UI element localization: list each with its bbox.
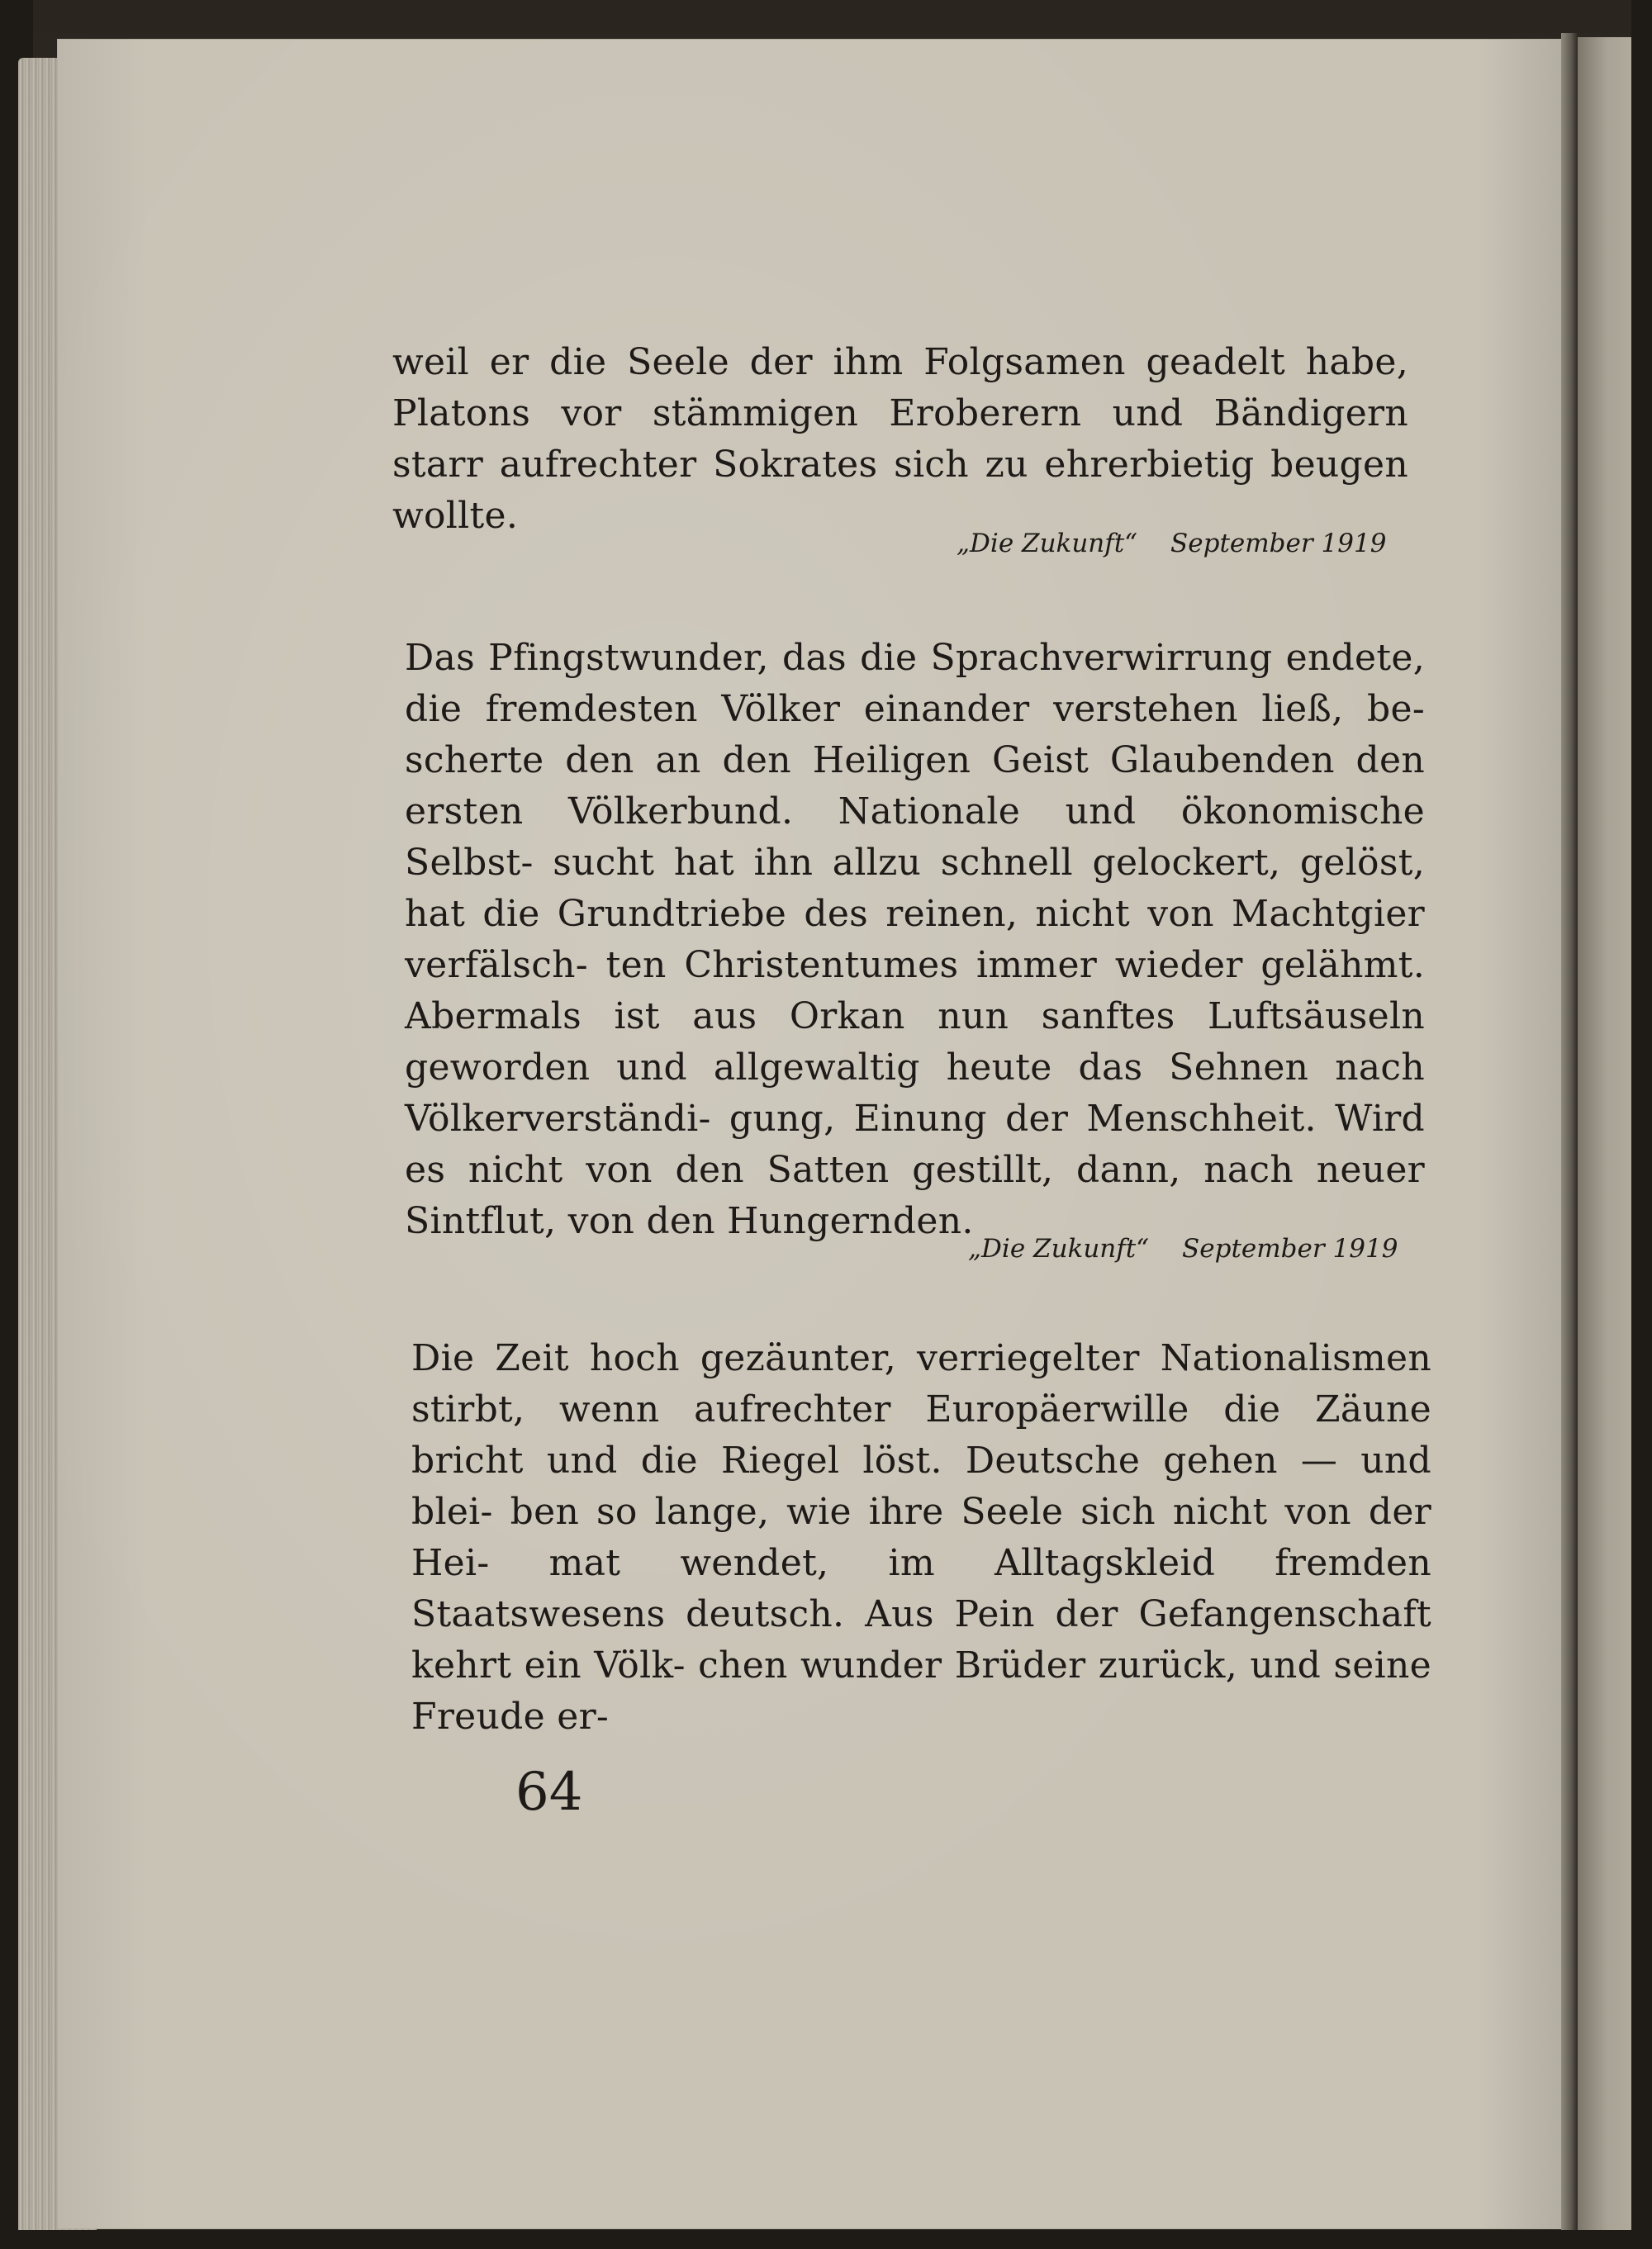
paragraph-1-text: weil er die Seele der ihm Folgsamen geadelt habe, Platons vor stämmigen Eroberern und Bändigern starr aufrechter Sokrates sich zu ehrerbietig beugen wollte. (392, 341, 1408, 537)
scanner-bed-right (1631, 0, 1652, 2249)
attribution-2-source: „Die Zukunft“ (968, 1234, 1150, 1264)
book-gutter (1561, 33, 1578, 2238)
scanner-bed-bottom (0, 2230, 1652, 2249)
attribution-1-date: September 1919 (1170, 529, 1387, 558)
attribution-1-source: „Die Zukunft“ (957, 529, 1138, 558)
attribution-2 (968, 1234, 1398, 1264)
paragraph-3 (411, 1333, 1431, 1743)
paragraph-2-text: Das Pfingstwunder, das die Sprachverwirrung endete, die fremdesten Völker einander verstehen ließ, be- scherte den an den Heiligen Geist Glaubenden den ersten Völkerbund. Nationale und ökonomische Selbst- sucht hat ihn allzu schnell gelockert, gelöst, hat die Grundtriebe des reinen, nicht von Machtgier verfälsch- ten Christentumes immer wieder gelähmt. Abermals ist aus Orkan nun sanftes Luftsäuseln geworden und allgewaltig heute das Sehnen nach Völkerverständi- gung, Einung der Menschheit. Wird es nicht von den Satten gestillt, dann, nach neuer Sintflut, von den Hungernden. (405, 637, 1425, 1242)
paragraph-2 (405, 633, 1425, 1247)
attribution-2-date: September 1919 (1182, 1234, 1398, 1264)
scanner-bed-top (0, 0, 1652, 33)
paragraph-3-text: Die Zeit hoch gezäunter, verriegelter Nationalismen stirbt, wenn aufrechter Europäerwille die Zäune bricht und die Riegel löst. Deutsche gehen — und blei- ben so lange, wie ihre Seele sich nicht von der Hei- mat wendet, im Alltagskleid fremden Staatswesens deutsch. Aus Pein der Gefangenschaft kehrt ein Völk- chen wunder Brüder zurück, und seine Freude er- (411, 1337, 1431, 1738)
attribution-1 (957, 529, 1386, 558)
page-number: 64 (515, 1762, 583, 1823)
paragraph-1 (392, 337, 1408, 542)
